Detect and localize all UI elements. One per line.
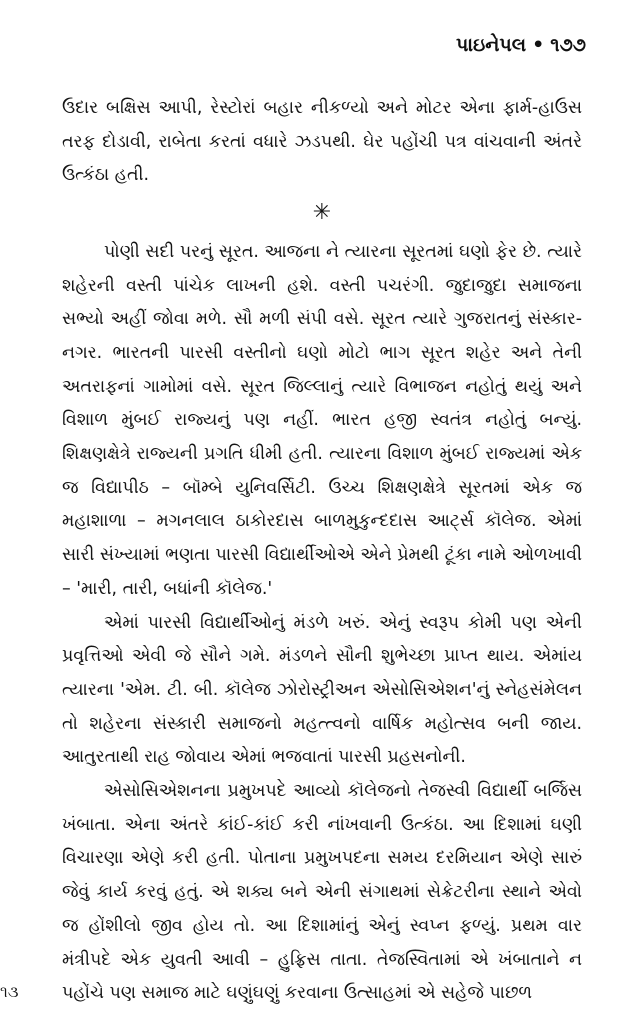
signature-mark: ૧૩	[0, 982, 19, 1001]
paragraph-3: એમાં પારસી વિદ્યાર્થીઓનું મંડળે ખરું. એનું સ્વરૂપ કોમી પણ એની પ્રવૃત્તિઓ એવી જે સૌને ગમે. મંડળને સૌની શુભેચ્છા પ્રાપ્ત થાય. એમાંય ત્યારના 'એમ. ટી. બી. કૉલેજ ઝોરોસ્ટ્રીઅન એસોસિએશન'નું સ્નેહસંમેલન તો શહેરના સંસ્કારી સમાજનો મહત્ત્વનો વાર્ષિક મહોત્સવ બની જાય. આતુરતાથી રાહ જોવાય એમાં ભજવાતાં પારસી પ્રહસનોની.	[62, 612, 582, 768]
paragraph-2: પોણી સદી પરનું સૂરત. આજના ને ત્યારના સૂરતમાં ઘણો ફેર છે. ત્યારે શહેરની વસ્તી પાંચેક લાખની હશે. વસ્તી પચરંગી. જુદાજુદા સમાજના સભ્યો અહીં જોવા મળે. સૌ મળી સંપી વસે. સૂરત ત્યારે ગુજરાતનું સંસ્કાર-નગર. ભારતની પારસી વસ્તીનો ઘણો મોટો ભાગ સૂરત શહેર અને તેની અતરાફનાં ગામોમાં વસે. સૂરત જિલ્લાનું ત્યારે વિભાજન નહોતું થયું અને વિશાળ મુંબઈ રાજ્યનું પણ નહીં. ભારત હજી સ્વતંત્ર નહોતું બન્યું. શિક્ષણક્ષેત્રે રાજ્યની પ્રગતિ ધીમી હતી. ત્યારના વિશાળ મુંબઈ રાજ્યમાં એક જ વિદ્યાપીઠ – બૉમ્બે યુનિવર્સિટી. ઉચ્ચ શિક્ષણક્ષેત્રે સૂરતમાં એક જ મહાશાળા – મગનલાલ ઠાકોરદાસ બાળમુકુન્દદાસ આર્ટ્સ કૉલેજ. એમાં સારી સંખ્યામાં ભણતા પારસી વિદ્યાર્થીઓએ એને પ્રેમથી ટૂંકા નામે ઓળખાવી – 'મારી, તારી, બધાંની કૉલેજ.'	[62, 241, 582, 599]
running-header	[456, 34, 586, 56]
header-separator: •	[532, 34, 545, 56]
section-break-ornament: ✳	[312, 200, 332, 226]
paragraph-4: એસોસિએશનના પ્રમુખપદે આવ્યો કૉલેજનો તેજસ્વી વિદ્યાર્થી બર્જિસ ખંબાતા. એના અંતરે કાંઈ-કાંઈ કરી નાંખવાની ઉત્કંઠા. આ દિશામાં ઘણી વિચારણા એણે કરી હતી. પોતાના પ્રમુખપદના સમય દરમિયાન એણે સારું જેવું કાર્ય કરવું હતું. એ શક્ય બને એની સંગાથમાં સેક્રેટરીના સ્થાને એવો જ હોંશીલો જીવ હોય તો. આ દિશામાંનું એનું સ્વપ્ન ફળ્યું. પ્રથમ વાર મંત્રીપદે એક યુવતી આવી – હુફ્રિસ તાતા. તેજસ્વિતામાં એ ખંબાતાને ન પહોંચે પણ સમાજ માટે ઘણુંઘણું કરવાના ઉત્સાહમાં એ સહેજે પાછળ	[62, 781, 582, 1004]
book-title: પાઇનેપલ	[456, 34, 527, 56]
body-text	[62, 92, 582, 1011]
paragraph-1: ઉદાર બક્ષિસ આપી, રેસ્ટોરાં બહાર નીકળ્યો અને મોટર એના ફાર્મ-હાઉસ તરફ દોડાવી, રાબેતા કરતાં વધારે ઝડપથી. ઘેર પહોંચી પત્ર વાંચવાની અંતરે ઉત્કંઠા હતી.	[62, 98, 582, 186]
page-number: ૧૭૭	[550, 34, 586, 56]
